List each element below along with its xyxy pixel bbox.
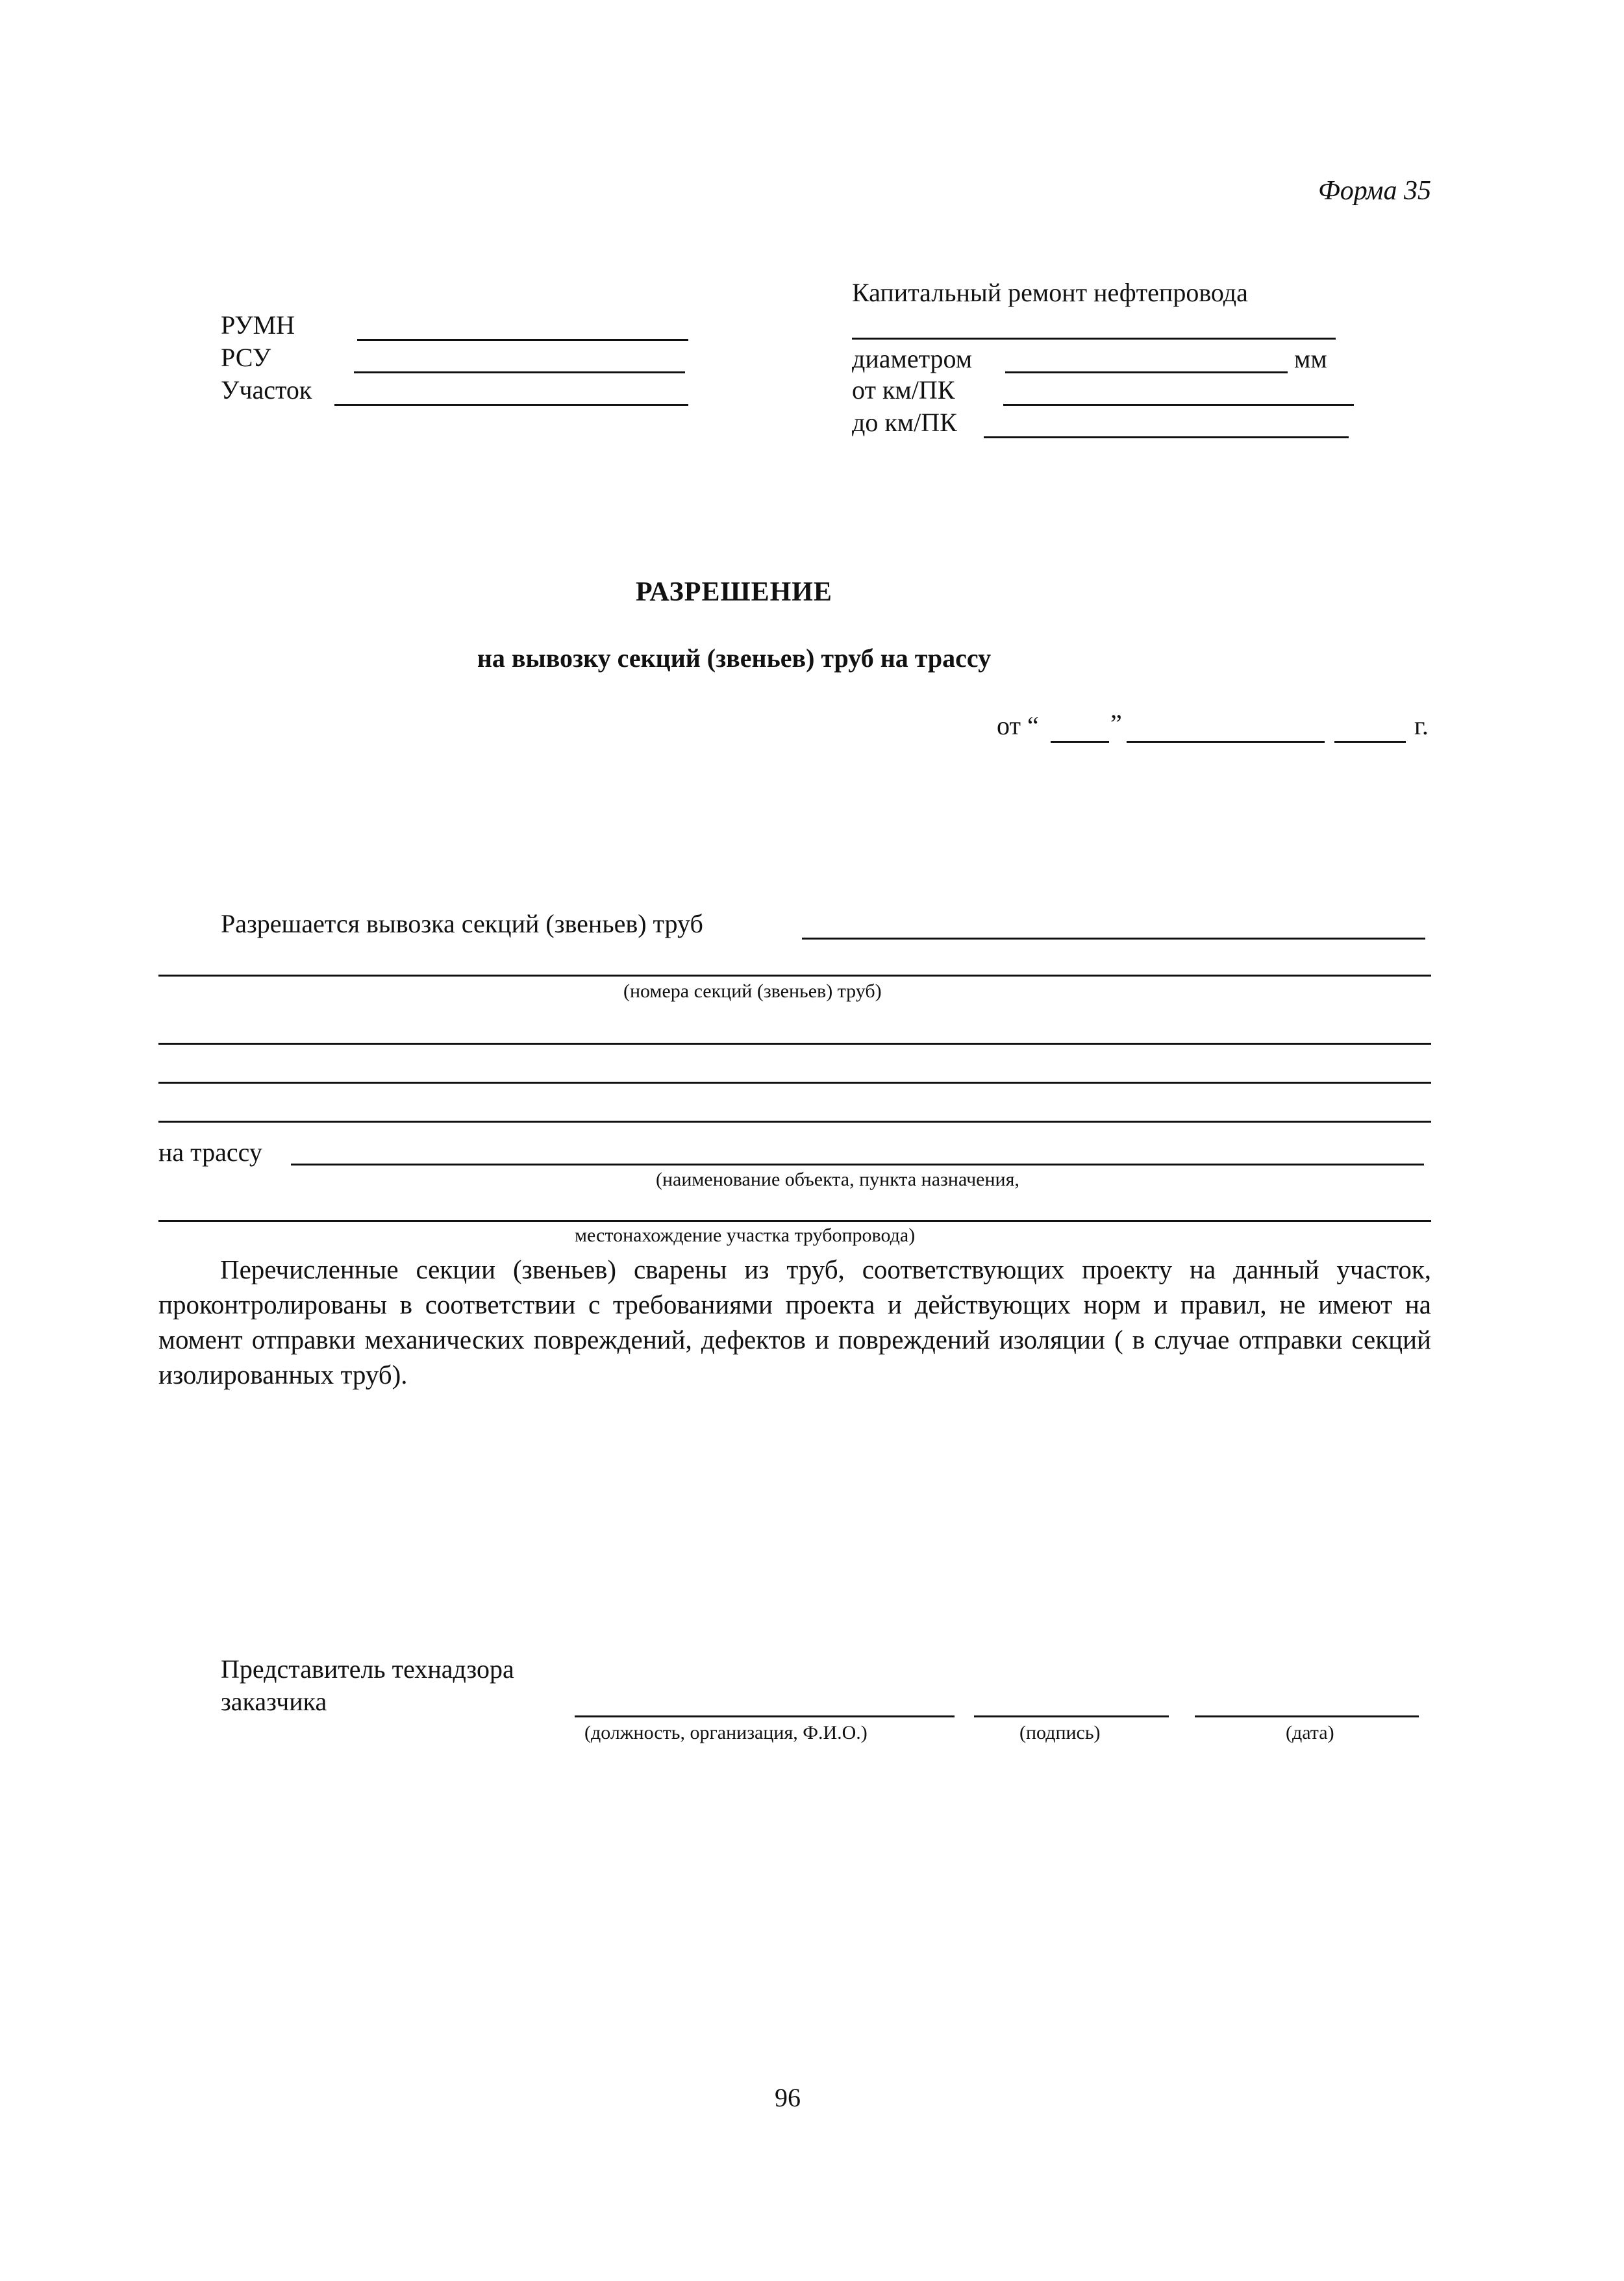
representative-label-line-1: Представитель технадзора: [221, 1654, 514, 1684]
date-day-field[interactable]: [1051, 741, 1109, 743]
date-year-field[interactable]: [1334, 741, 1406, 743]
sections-field-line-3[interactable]: [158, 1082, 1431, 1084]
sections-field-line-2[interactable]: [158, 1043, 1431, 1045]
diameter-label: диаметром: [852, 344, 973, 373]
date-quote-close: ”: [1110, 709, 1122, 738]
to-km-field[interactable]: [984, 436, 1349, 438]
section-field[interactable]: [334, 404, 688, 406]
diameter-field[interactable]: [1005, 371, 1288, 373]
location-caption: местонахождение участка трубопровода): [575, 1225, 916, 1246]
compliance-paragraph: Перечисленные секции (звеньев) сварены из труб, соответствующих проекту на данный участок, проконтролированы в соответствии с требованиями проекта и действующих норм и правил, не имеют на момент отправки механических повреждений, дефектов и повреждений изоляции ( в случае отправки секций изолированных труб).: [158, 1254, 1431, 1390]
date-year-suffix: г.: [1414, 711, 1429, 740]
repair-object-field[interactable]: [852, 338, 1336, 340]
diameter-unit: мм: [1294, 344, 1327, 373]
repair-title: Капитальный ремонт нефтепровода: [852, 278, 1248, 307]
sections-field-line-4[interactable]: [158, 1121, 1431, 1123]
rumn-label: РУМН: [221, 310, 295, 340]
form-number: Форма 35: [1318, 176, 1431, 206]
signature-field[interactable]: [974, 1715, 1169, 1717]
sections-field-line-1[interactable]: [158, 975, 1431, 977]
from-km-label: от км/ПК: [852, 375, 955, 405]
position-caption: (должность, организация, Ф.И.О.): [584, 1722, 868, 1743]
position-field[interactable]: [575, 1715, 955, 1717]
document-title: РАЗРЕШЕНИЕ: [636, 577, 832, 607]
route-label: на трассу: [158, 1138, 262, 1167]
route-field[interactable]: [291, 1164, 1424, 1165]
representative-label-line-2: заказчика: [221, 1687, 327, 1716]
date-field[interactable]: [1195, 1715, 1419, 1717]
rsu-label: РСУ: [221, 343, 271, 372]
date-prefix: от “: [997, 711, 1039, 740]
section-label: Участок: [221, 375, 312, 405]
rumn-field[interactable]: [357, 339, 688, 341]
document-subtitle: на вывозку секций (звеньев) труб на трассу: [477, 643, 992, 673]
permit-label: Разрешается вывозка секций (звеньев) труб: [221, 909, 703, 938]
location-field[interactable]: [158, 1220, 1431, 1222]
signature-caption: (подпись): [1019, 1722, 1101, 1743]
rsu-field[interactable]: [354, 371, 685, 373]
sections-caption: (номера секций (звеньев) труб): [623, 980, 882, 1002]
date-caption: (дата): [1286, 1722, 1334, 1743]
from-km-field[interactable]: [1003, 404, 1354, 406]
date-month-field[interactable]: [1127, 741, 1325, 743]
page-number: 96: [775, 2083, 801, 2112]
object-caption: (наименование объекта, пункта назначения,: [656, 1169, 1019, 1190]
permit-field[interactable]: [802, 938, 1425, 940]
to-km-label: до км/ПК: [852, 408, 957, 437]
